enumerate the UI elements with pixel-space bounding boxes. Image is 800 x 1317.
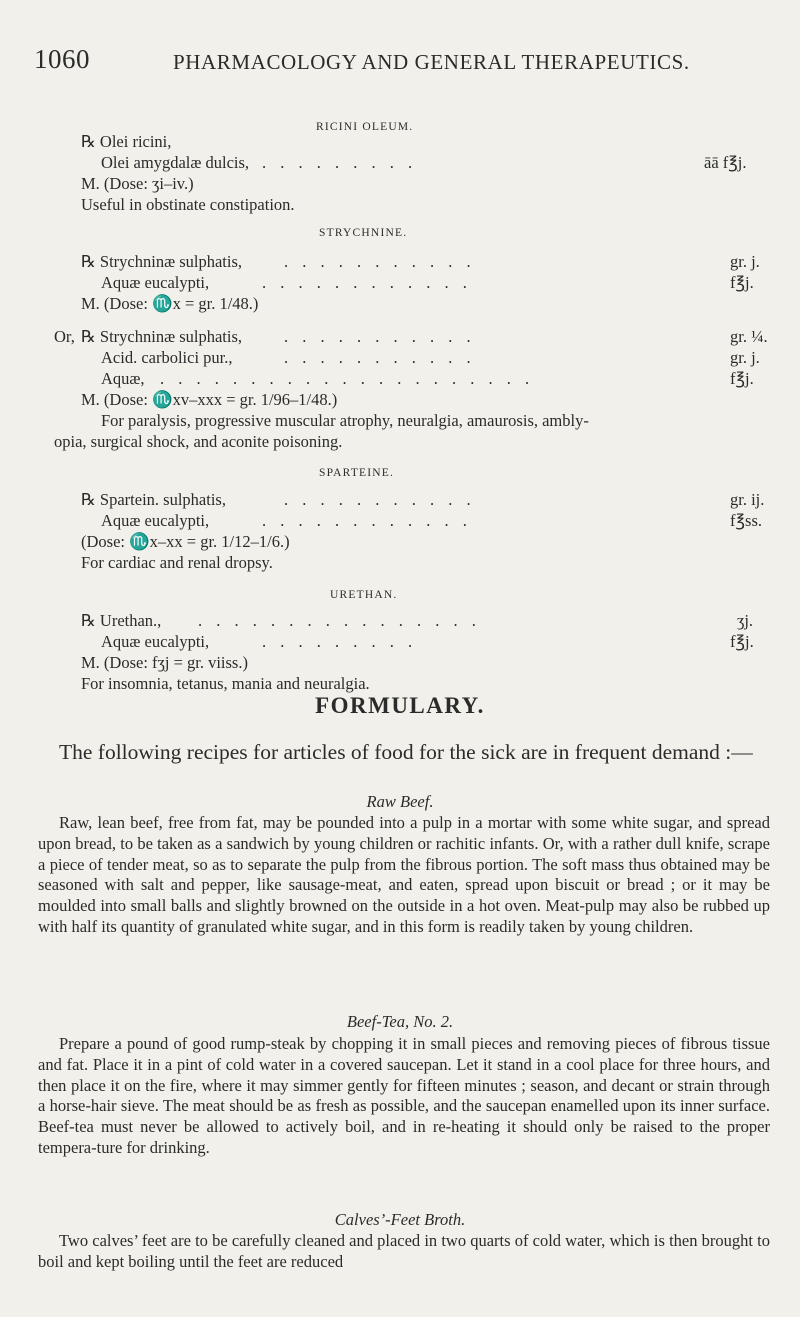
raw-beef-title: Raw Beef.	[366, 792, 434, 811]
beef-tea-title: Beef-Tea, No. 2.	[346, 1012, 454, 1031]
sparteine-line-1: ℞ Spartein. sulphatis,	[81, 490, 226, 509]
strychnine-r2-qty-3: f℥j.	[730, 369, 754, 388]
ricini-qty-2: āā f℥j.	[704, 153, 747, 172]
running-title: PHARMACOLOGY AND GENERAL THERAPEUTICS.	[173, 50, 690, 74]
urethan-line-1: ℞ Urethan.,	[81, 611, 162, 630]
urethan-qty-2: f℥j.	[730, 632, 754, 651]
sparteine-leader-1: . . . . . . . . . . .	[284, 490, 476, 509]
urethan-leader-1: . . . . . . . . . . . . . . . .	[198, 611, 481, 630]
sparteine-line-3: (Dose: ♏x–xx = gr. 1/12–1/6.)	[81, 532, 290, 551]
sparteine-leader-2: . . . . . . . . . . . .	[262, 511, 472, 530]
urethan-qty-1: ʒj.	[737, 611, 754, 630]
strychnine-note-2: opia, surgical shock, and aconite poisoning.	[54, 432, 343, 451]
raw-beef-text: Raw, lean beef, free from fat, may be pounded into a pulp in a mortar with some white sugar, and spread upon bread, to be taken as a sandwich by young children or rachitic infants. Or, with a rather dull knife, scrape a piece of tender meat, so as to separate the pulp from the fibrous portion. The soft mass thus obtained may be seasoned with salt and pepper, like sausage-meat, and eaten, spread upon biscuit or bread ; or it may be moulded into small balls and slightly browned on the outside in a hot oven. Meat-pulp may also be rubbed up with half its quantity of granulated white sugar, and in this form is readily taken by young children.	[38, 813, 770, 936]
sparteine-heading: SPARTEINE.	[319, 467, 395, 479]
strychnine-note-1: For paralysis, progressive muscular atrophy, neuralgia, amaurosis, ambly-	[101, 411, 589, 430]
calves-feet-text: Two calves’ feet are to be carefully cleaned and placed in two quarts of cold water, which is then brought to boil and kept boiling until the feet are reduced	[38, 1231, 770, 1271]
urethan-heading: URETHAN.	[330, 589, 398, 601]
strychnine-r2-line-3: Aquæ,	[101, 369, 145, 388]
strychnine-r2-qty-2: gr. j.	[730, 348, 760, 367]
urethan-leader-2: . . . . . . . . .	[262, 632, 418, 651]
strychnine-r1-line-1: ℞ Strychninæ sulphatis,	[81, 252, 243, 271]
strychnine-r2-leader-3: . . . . . . . . . . . . . . . . . . . . .	[160, 369, 535, 388]
strychnine-r1-qty-1: gr. j.	[730, 252, 760, 271]
page-header	[34, 44, 770, 84]
ricini-line-4: Useful in obstinate constipation.	[81, 195, 295, 214]
formulary-intro: The following recipes for articles of food for the sick are in frequent demand :—	[59, 740, 753, 764]
strychnine-r2-qty-1: gr. ¼.	[730, 327, 768, 346]
urethan-line-4: For insomnia, tetanus, mania and neuralgia.	[81, 674, 370, 693]
calves-feet-title: Calves’-Feet Broth.	[334, 1210, 466, 1229]
strychnine-r1-line-2: Aquæ eucalypti,	[101, 273, 210, 292]
sparteine-qty-2: f℥ss.	[730, 511, 762, 530]
sparteine-line-2: Aquæ eucalypti,	[101, 511, 210, 530]
ricini-line-2: Olei amygdalæ dulcis,	[101, 153, 250, 172]
ricini-line-1: ℞ Olei ricini,	[81, 132, 172, 151]
strychnine-r1-leader-1: . . . . . . . . . . .	[284, 252, 476, 271]
ricini-line-3: M. (Dose: ʒi–iv.)	[81, 174, 194, 193]
strychnine-or-label: Or,	[54, 327, 75, 346]
strychnine-r2-leader-1: . . . . . . . . . . .	[284, 327, 476, 346]
strychnine-r2-line-2: Acid. carbolici pur.,	[101, 348, 233, 367]
strychnine-heading: STRYCHNINE.	[319, 227, 408, 239]
urethan-line-2: Aquæ eucalypti,	[101, 632, 210, 651]
sparteine-qty-1: gr. ij.	[730, 490, 765, 509]
formulary-title: FORMULARY.	[315, 693, 485, 718]
page-number: 1060	[34, 44, 90, 74]
ricini-heading: RICINI OLEUM.	[316, 121, 414, 133]
sparteine-line-4: For cardiac and renal dropsy.	[81, 553, 273, 572]
strychnine-r2-line-1: ℞ Strychninæ sulphatis,	[81, 327, 243, 346]
strychnine-r1-line-3: M. (Dose: ♏x = gr. 1/48.)	[81, 294, 259, 313]
strychnine-r1-leader-2: . . . . . . . . . . . .	[262, 273, 472, 292]
strychnine-r1-qty-2: f℥j.	[730, 273, 754, 292]
strychnine-r2-leader-2: . . . . . . . . . . .	[284, 348, 476, 367]
ricini-leader: . . . . . . . . .	[262, 153, 418, 172]
strychnine-r2-line-4: M. (Dose: ♏xv–xxx = gr. 1/96–1/48.)	[81, 390, 338, 409]
urethan-line-3: M. (Dose: fʒj = gr. viiss.)	[81, 653, 248, 672]
beef-tea-text: Prepare a pound of good rump-steak by chopping it in small pieces and removing pieces of fibrous tissue and fat. Place it in a pint of cold water in a covered saucepan. Let it stand in a cool place for three hours, and then place it on the fire, where it may simmer gently for fifteen minutes ; season, and decant or strain through a horse-hair sieve. The meat should be as fresh as possible, and the saucepan enamelled upon its inner surface. Beef-tea must never be allowed to actively boil, and in re-heating it should only be raised to the proper tempera-ture for drinking.	[38, 1034, 770, 1157]
